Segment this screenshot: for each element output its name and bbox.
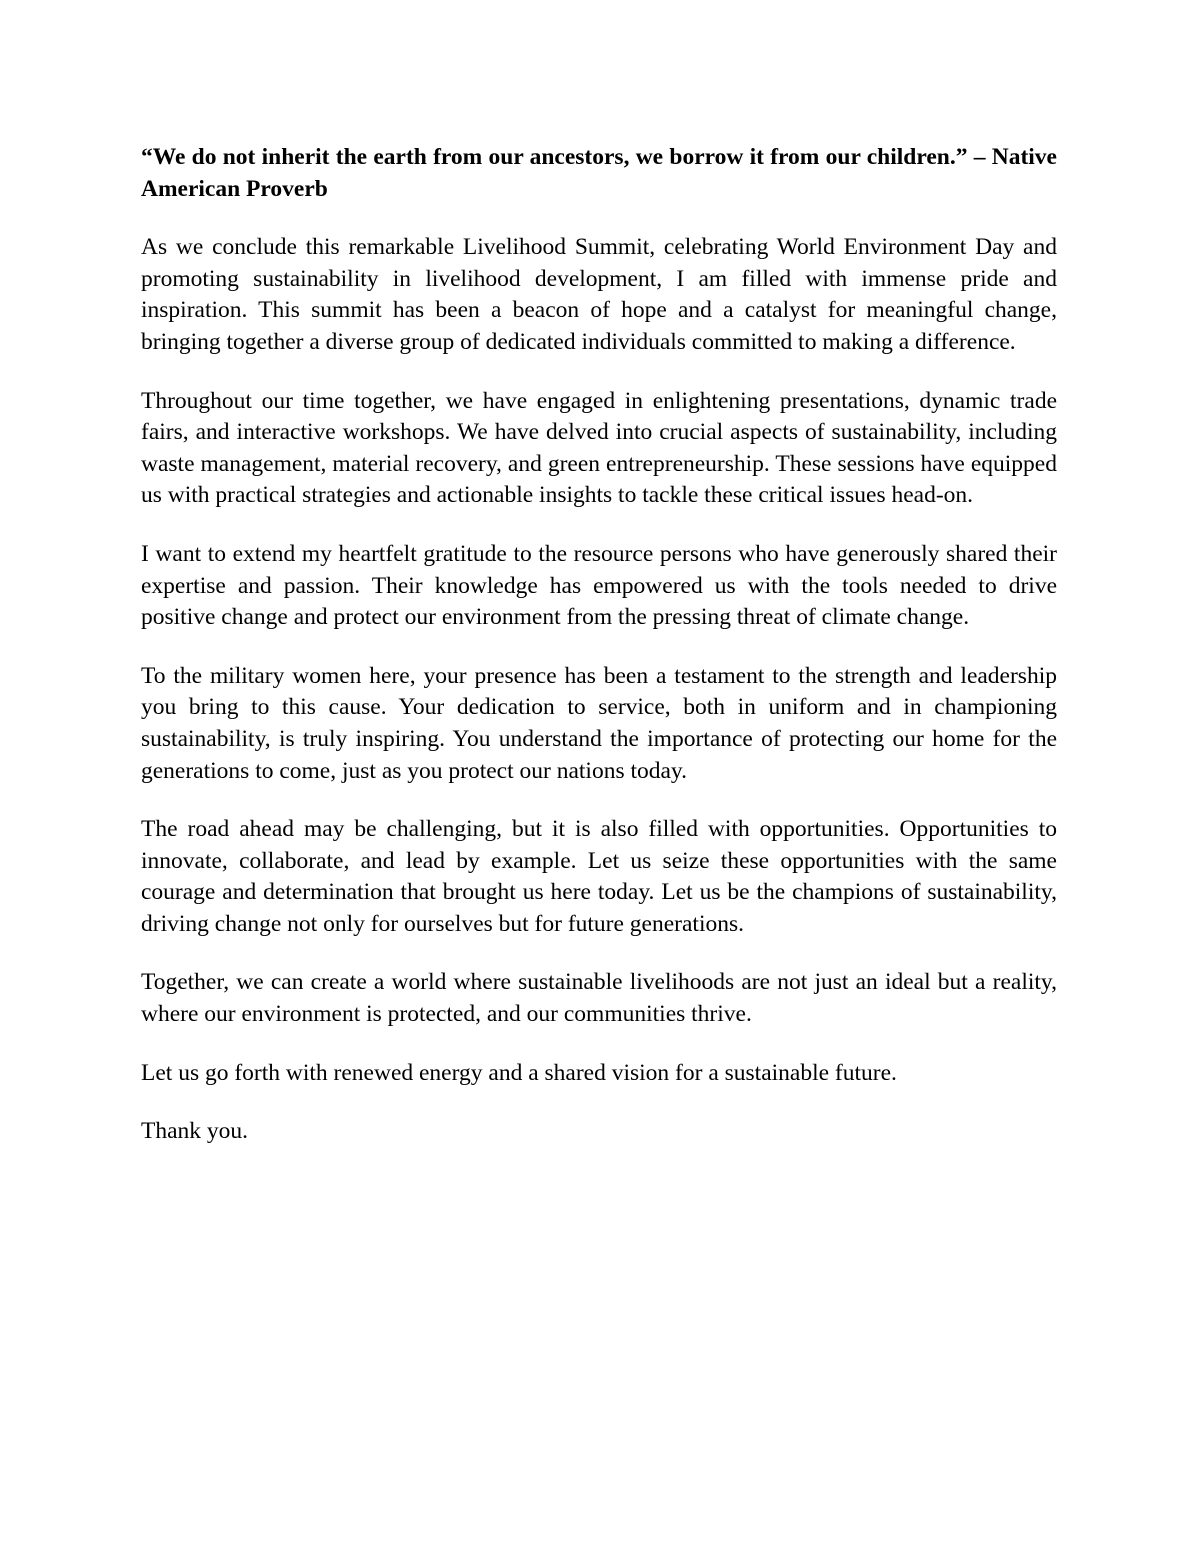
paragraph-road-ahead: The road ahead may be challenging, but it is also filled with opportunities. Opportunities to innovate, collaborate, and lead by example. Let us seize these opportunities with the same courage and determination that brought us here today. Let us be the champions of sustainability, driving change not only for ourselves but for future generations. <box>141 816 1057 937</box>
paragraph-sessions: Throughout our time together, we have engaged in enlightening presentations, dynamic trade fairs, and interactive workshops. We have delved into crucial aspects of sustainability, including waste management, material recovery, and green entrepreneurship. These sessions have equipped us with practical strategies and actionable insights to tackle these critical issues head-on. <box>141 387 1057 509</box>
paragraph-summit-conclusion: As we conclude this remarkable Livelihood Summit, celebrating World Environment Day and promoting sustainability in livelihood development, I am filled with immense pride and inspiration. This summit has been a beacon of hope and a catalyst for meaningful change, bringing together a diverse group of dedicated individuals committed to making a difference. <box>141 234 1057 355</box>
closing-thanks: Thank you. <box>141 1118 249 1145</box>
paragraph-go-forth: Let us go forth with renewed energy and a shared vision for a sustainable future. <box>141 1059 897 1086</box>
paragraph-together: Together, we can create a world where sustainable livelihoods are not just an ideal but a reality, where our environment is protected, and our communities thrive. <box>141 969 1057 1028</box>
opening-quote: “We do not inherit the earth from our ancestors, we borrow it from our children.” – Native American Proverb <box>141 144 1057 202</box>
paragraph-gratitude: I want to extend my heartfelt gratitude to the resource persons who have generously shared their expertise and passion. Their knowledge has empowered us with the tools needed to drive positive change and protect our environment from the pressing threat of climate change. <box>141 540 1057 631</box>
paragraph-military-women: To the military women here, your presence has been a testament to the strength and leadership you bring to this cause. Your dedication to service, both in uniform and in championing sustainability, is truly inspiring. You understand the importance of protecting our home for the generations to come, just as you protect our nations today. <box>141 662 1057 784</box>
document-body <box>141 142 1057 1175</box>
